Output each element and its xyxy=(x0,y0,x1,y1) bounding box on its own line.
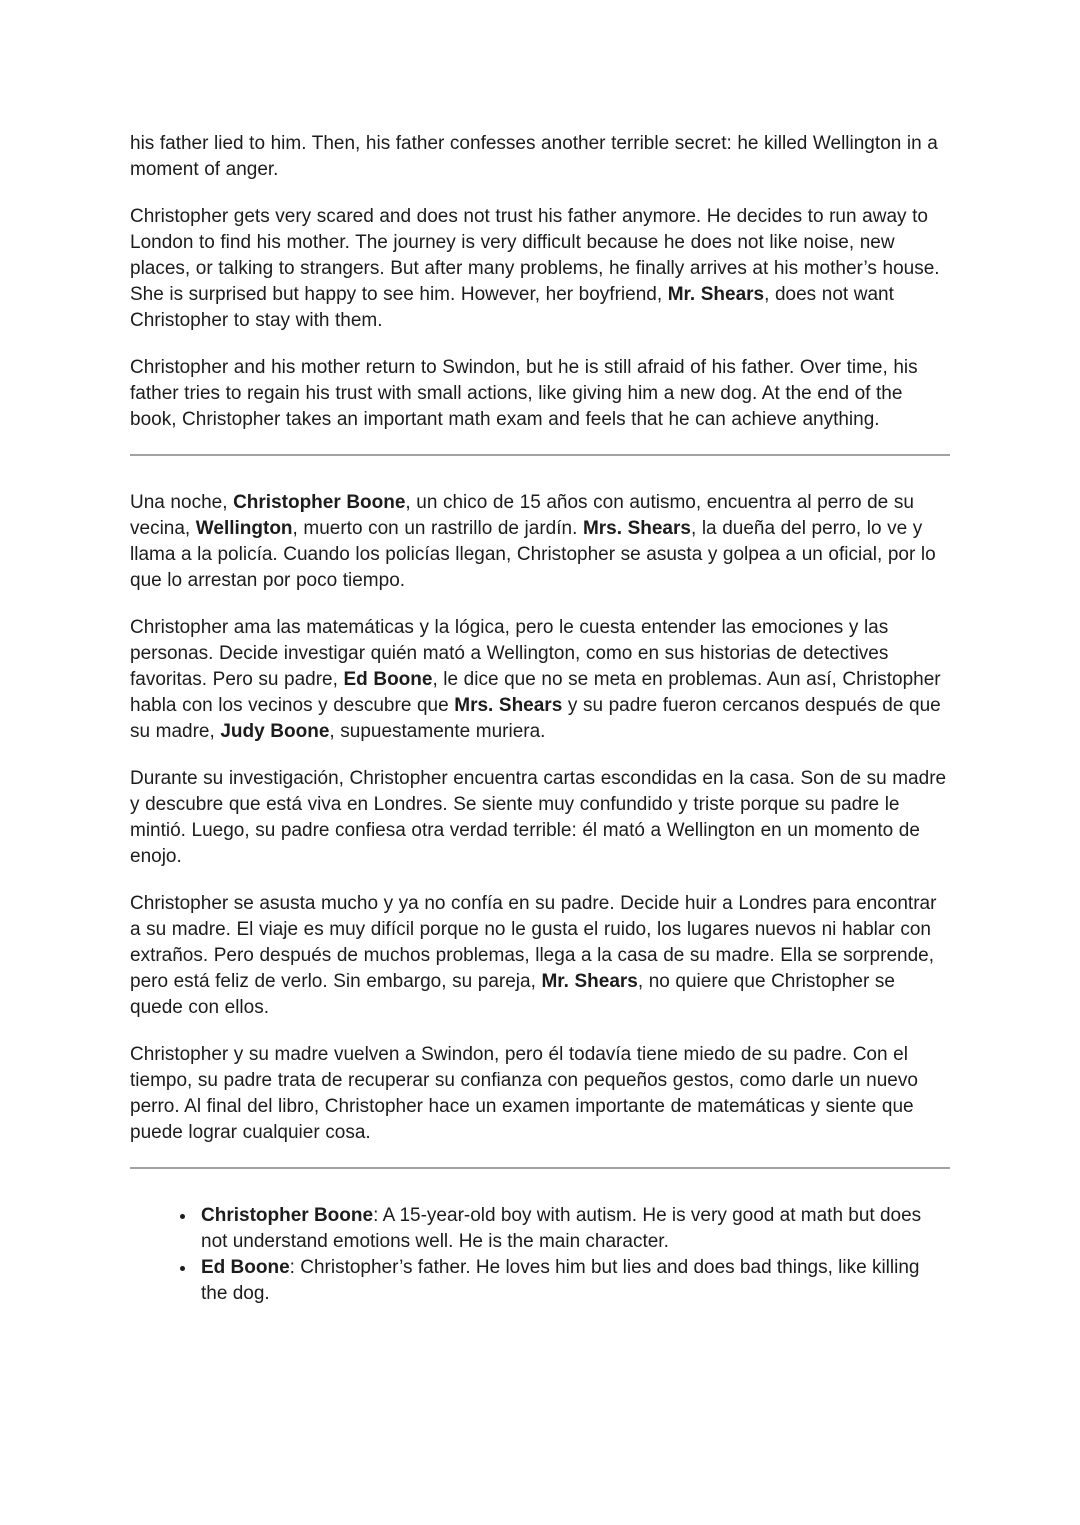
text-run: , does not want Christopher to stay with them. xyxy=(130,284,894,331)
text-run: : A 15-year-old boy with autism. He is very good at math but does not understand emotions well. He is the main character. xyxy=(201,1205,922,1252)
text-run-bold: Christopher Boone xyxy=(201,1205,374,1226)
paragraph-spanish-4 xyxy=(130,891,950,1021)
text-run-bold: Mr. Shears xyxy=(667,284,765,305)
text-run-bold: Mr. Shears xyxy=(541,971,638,992)
text-run: y su padre fueron cercanos después de que su madre, xyxy=(130,695,941,742)
text-run: , le dice que no se meta en problemas. Aun así, Christopher habla con los vecinos y descubre que xyxy=(130,669,941,716)
text-run: , supuestamente muriera. xyxy=(329,721,546,742)
paragraph-english-3 xyxy=(130,355,950,433)
paragraph-spanish-1 xyxy=(130,490,950,594)
paragraph-spanish-3 xyxy=(130,766,950,870)
section-divider xyxy=(130,454,950,456)
text-run-bold: Ed Boone xyxy=(201,1257,290,1278)
text-run: , la dueña del perro, lo ve y llama a la policía. Cuando los policías llegan, Christopher se asusta y golpea a un oficial, por lo que lo arrestan por poco tiempo. xyxy=(130,518,936,591)
text-run: Una noche, xyxy=(130,492,234,513)
document-content xyxy=(130,131,950,1307)
text-run-bold: Ed Boone xyxy=(343,669,433,690)
text-run: , un chico de 15 años con autismo, encuentra al perro de su vecina, xyxy=(130,492,914,539)
text-run: , muerto con un rastrillo de jardín. xyxy=(292,518,583,539)
text-run: , no quiere que Christopher se quede con ellos. xyxy=(130,971,895,1018)
paragraph-english-1 xyxy=(130,131,950,183)
paragraph-english-2 xyxy=(130,204,950,334)
text-run-bold: Judy Boone xyxy=(220,721,330,742)
character-list xyxy=(130,1203,950,1307)
text-run-bold: Christopher Boone xyxy=(233,492,406,513)
text-run-bold: Wellington xyxy=(195,518,293,539)
text-run: Christopher ama las matemáticas y la lógica, pero le cuesta entender las emociones y las personas. Decide investigar quién mató a Wellington, como en sus historias de detectives favoritas. Pero su padre, xyxy=(130,617,889,690)
text-run: Durante su investigación, Christopher encuentra cartas escondidas en la casa. Son de su madre y descubre que está viva en Londres. Se siente muy confundido y triste porque su padre le mintió. Luego, su padre confiesa otra verdad terrible: él mató a Wellington en un momento de enojo. xyxy=(130,768,947,867)
text-run: : Christopher’s father. He loves him but lies and does bad things, like killing the dog. xyxy=(201,1257,920,1304)
character-list-item-christopher-boone xyxy=(197,1203,950,1255)
text-run: his father lied to him. Then, his father confesses another terrible secret: he killed Wellington in a moment of anger. xyxy=(130,133,938,180)
paragraph-spanish-5 xyxy=(130,1042,950,1146)
text-run: Christopher y su madre vuelven a Swindon, pero él todavía tiene miedo de su padre. Con el tiempo, su padre trata de recuperar su confianza con pequeños gestos, como darle un nuevo perro. Al final del libro, Christopher hace un examen importante de matemáticas y siente que puede lograr cualquier cosa. xyxy=(130,1044,918,1143)
section-divider xyxy=(130,1167,950,1169)
text-run-bold: Mrs. Shears xyxy=(454,695,563,716)
text-run: Christopher and his mother return to Swindon, but he is still afraid of his father. Over time, his father tries to regain his trust with small actions, like giving him a new dog. At the end of the book, Christopher takes an important math exam and feels that he can achieve anything. xyxy=(130,357,918,430)
text-run-bold: Mrs. Shears xyxy=(582,518,691,539)
text-run: Christopher se asusta mucho y ya no confía en su padre. Decide huir a Londres para encontrar a su madre. El viaje es muy difícil porque no le gusta el ruido, los lugares nuevos ni hablar con extraños. Pero después de muchos problemas, llega a la casa de su madre. Ella se sorprende, pero está feliz de verlo. Sin embargo, su pareja, xyxy=(130,893,937,992)
paragraph-spanish-2 xyxy=(130,615,950,745)
text-run: Christopher gets very scared and does not trust his father anymore. He decides to run away to London to find his mother. The journey is very difficult because he does not like noise, new places, or talking to strangers. But after many problems, he finally arrives at his mother’s house. She is surprised but happy to see him. However, her boyfriend, xyxy=(130,206,940,305)
character-list-item-ed-boone xyxy=(197,1255,950,1307)
